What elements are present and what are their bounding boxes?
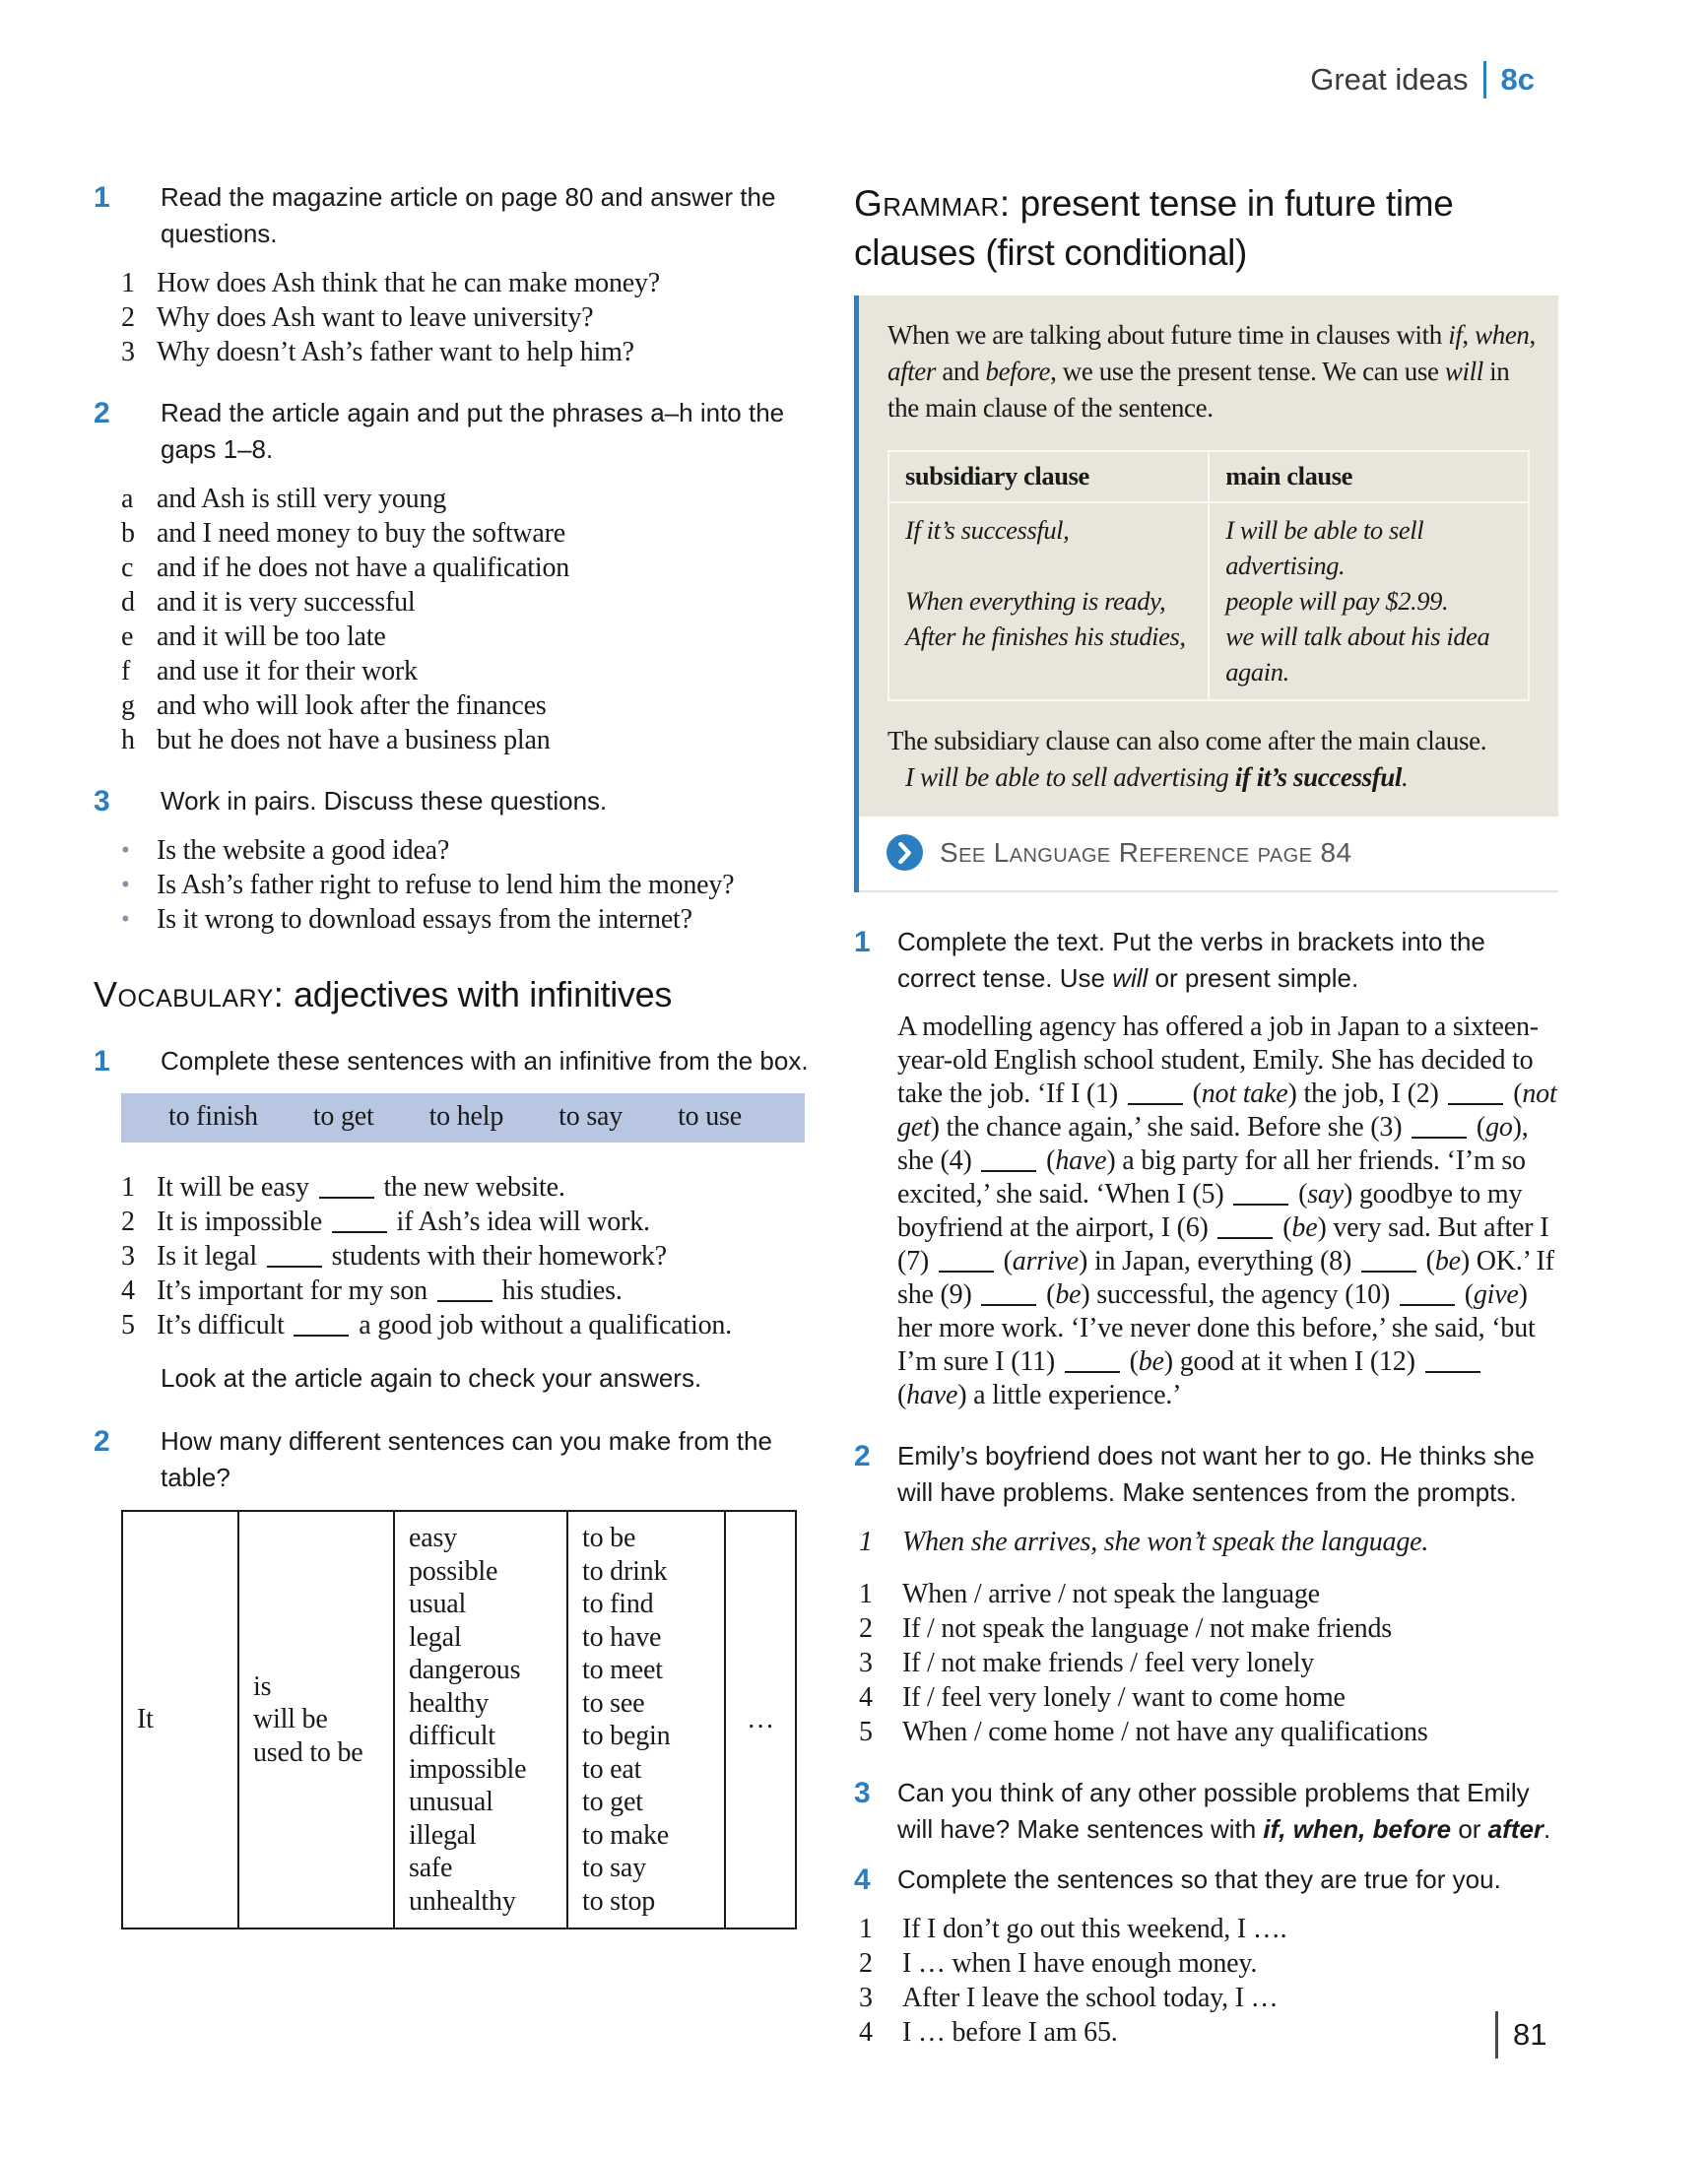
list-item-marker: 5	[859, 1717, 873, 1747]
list-item-marker: 4	[859, 2017, 873, 2048]
list-item-text: and it will be too late	[157, 621, 386, 652]
completion-sentence	[854, 1946, 1558, 1981]
check-answers-note: Look at the article again to check your answers.	[161, 1363, 702, 1393]
list-item-text: It’s difficult a good job without a qualification.	[157, 1310, 732, 1340]
table-infinitives-cell: to be to drink to find to have to meet to see to begin to eat to get to make to say to stop	[567, 1511, 725, 1928]
table-subject-cell: It	[122, 1511, 238, 1928]
list-item-text: but he does not have a business plan	[157, 725, 551, 755]
grammar-example-sentence: I will be able to sell advertising if it’s successful.	[905, 762, 1409, 792]
phrase-item	[94, 482, 809, 516]
discussion-question-list	[94, 833, 809, 937]
list-item-marker: g	[121, 690, 135, 721]
vocabulary-heading-topic: adjectives with infinitives	[284, 974, 673, 1014]
gap-sentence	[94, 1239, 809, 1274]
grammar-exercise-2	[854, 1438, 1558, 1511]
list-item-marker: 1	[859, 1527, 873, 1557]
blank-line	[294, 1317, 349, 1337]
gap-fill-text: A modelling agency has offered a job in Japan to a sixteen-year-old English school student, Emily. She has decided to take the job. ‘If I (1) (not take) the job, I (2) (not get) the chance again,’ she said. Before she (3) (go), she (4) (have) a big party for all her friends. ‘I’m so excited,’ she said. ‘When I (5) (say) goodbye to my boyfriend at the airport, I (6) (be) very sad. But after I (7) (arrive) in Japan, everything (8) (be) OK.’ If she (9) (be) successful, the agency (10) (give) her more work. ‘I’ve never done this before,’ she said, ‘but I’m sure I (11) (be) good at it when I (12) (have) a little experience.’	[897, 1012, 1557, 1410]
main-clause-header: main clause	[1209, 451, 1529, 502]
example-sentence-list	[854, 1525, 1558, 1559]
list-item-marker: 3	[121, 337, 135, 367]
question-item	[94, 300, 809, 335]
list-item-text: and use it for their work	[157, 656, 418, 686]
list-item-marker: b	[121, 518, 135, 549]
phrase-item	[94, 654, 809, 688]
phrase-item	[94, 723, 809, 757]
grammar-note: The subsidiary clause can also come after the main clause.	[887, 726, 1487, 755]
grammar-heading	[854, 179, 1558, 278]
prompt-item	[854, 1715, 1558, 1749]
list-item-marker: 4	[859, 1682, 873, 1713]
blank-line	[1128, 1085, 1183, 1105]
prompt-list	[854, 1577, 1558, 1749]
word-box-item: to use	[678, 1101, 742, 1132]
chevron-right-icon	[887, 834, 923, 871]
list-item-text: After I leave the school today, I …	[902, 1983, 1279, 2013]
prompt-item	[854, 1577, 1558, 1611]
phrase-list	[94, 482, 809, 757]
list-item-text: When / arrive / not speak the language	[902, 1579, 1320, 1609]
question-list	[94, 266, 809, 369]
table-ellipsis-cell: …	[725, 1511, 796, 1928]
unit-code: 8c	[1500, 62, 1535, 97]
exercise-number: 1	[94, 181, 110, 214]
list-item-marker: 2	[121, 302, 135, 333]
exercise-number: 3	[854, 1777, 871, 1809]
exercise-instruction: Work in pairs. Discuss these questions.	[161, 786, 608, 816]
grammar-exercise-3	[854, 1775, 1558, 1848]
grammar-box-container	[854, 295, 1558, 892]
blank-line	[437, 1282, 493, 1302]
grammar-box	[859, 295, 1558, 817]
exercise-instruction: Complete the sentences so that they are true for you.	[897, 1864, 1501, 1894]
list-item-text: I … when I have enough money.	[902, 1948, 1258, 1979]
list-item-text: and I need money to buy the software	[157, 518, 566, 549]
blank-line	[939, 1253, 994, 1273]
list-item-text: If / not make friends / feel very lonely	[902, 1648, 1315, 1678]
vocabulary-heading	[94, 970, 809, 1019]
page-number	[1495, 2011, 1546, 2059]
list-item-text: It’s important for my son his studies.	[157, 1275, 623, 1306]
list-item-marker: •	[121, 872, 130, 898]
list-item-marker: 1	[121, 268, 135, 298]
blank-line	[1448, 1085, 1503, 1105]
exercise-instruction: Read the magazine article on page 80 and answer the questions.	[161, 182, 776, 248]
list-item-text: If / feel very lonely / want to come home	[902, 1682, 1346, 1713]
blank-line	[1065, 1353, 1120, 1373]
list-item-marker: 1	[859, 1914, 873, 1944]
blank-line	[332, 1213, 387, 1233]
left-column	[94, 179, 809, 2050]
list-item-text: Is it wrong to download essays from the internet?	[157, 904, 692, 935]
list-item-marker: 2	[859, 1613, 873, 1644]
list-item-text: and Ash is still very young	[157, 484, 447, 514]
blank-line	[1217, 1219, 1273, 1239]
completion-sentence-list	[854, 1912, 1558, 2050]
lesson-title: Great ideas	[1310, 62, 1469, 97]
list-item-marker: 1	[859, 1579, 873, 1609]
reference-label: See Language Reference page 84	[940, 836, 1352, 868]
discussion-question	[94, 868, 809, 902]
list-item-marker: 5	[121, 1310, 135, 1340]
list-item-text: It will be easy the new website.	[157, 1172, 565, 1203]
completion-sentence	[854, 2015, 1558, 2050]
list-item-marker: 3	[121, 1241, 135, 1272]
list-item-marker: •	[121, 906, 130, 933]
list-item-marker: f	[121, 656, 131, 686]
blank-line	[1412, 1119, 1467, 1139]
list-item-marker: 2	[121, 1207, 135, 1237]
language-reference-link	[859, 817, 1558, 892]
list-item-text: Why does Ash want to leave university?	[157, 302, 594, 333]
exercise-number: 3	[94, 785, 110, 817]
page-header	[1310, 61, 1535, 98]
list-item-marker: 2	[859, 1948, 873, 1979]
gap-sentence	[94, 1170, 809, 1205]
vocab-exercise-2	[94, 1423, 809, 1496]
exercise-instruction: Complete these sentences with an infinitive from the box.	[161, 1046, 809, 1076]
word-box	[121, 1093, 805, 1143]
grammar-rule-text: When we are talking about future time in clauses with if, when, after and before, we use the present tense. We can use will in the main clause of the sentence.	[887, 320, 1536, 423]
word-box-item: to help	[428, 1101, 504, 1132]
blank-line	[981, 1286, 1036, 1306]
table-row	[122, 1511, 796, 1928]
list-item-text: When / come home / not have any qualifications	[902, 1717, 1428, 1747]
phrase-item	[94, 620, 809, 654]
list-item-text: and it is very successful	[157, 587, 416, 618]
list-item-marker: h	[121, 725, 135, 755]
list-item-marker: 3	[859, 1983, 873, 2013]
prompt-item	[854, 1646, 1558, 1680]
list-item-text: Why doesn’t Ash’s father want to help him?	[157, 337, 634, 367]
list-item-marker: •	[121, 837, 130, 864]
blank-line	[267, 1248, 322, 1268]
exercise-instruction: How many different sentences can you make from the table?	[161, 1426, 772, 1492]
list-item-text: When she arrives, she won’t speak the language.	[902, 1527, 1429, 1557]
list-item-marker: 1	[121, 1172, 135, 1203]
list-item-marker: a	[121, 484, 134, 514]
blank-line	[1361, 1253, 1416, 1273]
blank-line	[319, 1179, 374, 1199]
subsidiary-clause-header: subsidiary clause	[888, 451, 1209, 502]
exercise-number: 1	[854, 926, 871, 958]
table-verbs-cell: is will be used to be	[238, 1511, 394, 1928]
exercise-instruction: Emily’s boyfriend does not want her to go. He thinks she will have problems. Make sentences from the prompts.	[897, 1441, 1535, 1507]
example-sentence	[854, 1525, 1558, 1559]
blank-line	[1425, 1353, 1480, 1373]
blank-line	[1400, 1286, 1455, 1306]
completion-sentence	[854, 1981, 1558, 2015]
reading-exercise-1	[94, 179, 809, 252]
clause-table-body-row	[888, 502, 1529, 700]
main-clause-cell: I will be able to sell advertising. people will pay $2.99. we will talk about his idea again.	[1209, 502, 1529, 700]
exercise-number: 4	[854, 1863, 871, 1896]
discussion-question	[94, 833, 809, 868]
table-adjectives-cell: easy possible usual legal dangerous healthy difficult impossible unusual illegal safe unhealthy	[394, 1511, 567, 1928]
gap-sentence-list	[94, 1170, 809, 1342]
list-item-text: Is the website a good idea?	[157, 835, 450, 866]
vocabulary-heading-keyword: Vocabulary:	[94, 974, 285, 1014]
exercise-instruction: Complete the text. Put the verbs in brackets into the correct tense. Use will or present simple.	[897, 927, 1485, 993]
sentence-builder-table	[121, 1510, 797, 1929]
word-box-item: to finish	[168, 1101, 258, 1132]
question-item	[94, 266, 809, 300]
list-item-text: Is it legal students with their homework?	[157, 1241, 667, 1272]
list-item-text: How does Ash think that he can make money?	[157, 268, 661, 298]
exercise-number: 2	[94, 1425, 110, 1458]
list-item-marker: e	[121, 621, 134, 652]
folio-divider	[1495, 2011, 1498, 2059]
subsidiary-clause-cell: If it’s successful, When everything is ready, After he finishes his studies,	[888, 502, 1209, 700]
header-divider	[1483, 61, 1486, 98]
completion-sentence	[854, 1912, 1558, 1946]
list-item-text: It is impossible if Ash’s idea will work.	[157, 1207, 650, 1237]
clause-table-header-row	[888, 451, 1529, 502]
list-item-text: and who will look after the finances	[157, 690, 547, 721]
content-columns	[94, 179, 1558, 2050]
exercise-number: 1	[94, 1045, 110, 1078]
grammar-heading-topic: present tense in future time clauses (first conditional)	[854, 183, 1454, 273]
list-item-text: If / not speak the language / not make friends	[902, 1613, 1392, 1644]
gap-sentence	[94, 1274, 809, 1308]
gap-sentence	[94, 1308, 809, 1342]
prompt-item	[854, 1611, 1558, 1646]
discussion-exercise-3	[94, 783, 809, 819]
list-item-marker: 4	[121, 1275, 135, 1306]
word-box-item: to get	[312, 1101, 374, 1132]
exercise-instruction: Can you think of any other possible problems that Emily will have? Make sentences with if, when, before or after.	[897, 1778, 1551, 1844]
list-item-text: Is Ash’s father right to refuse to lend him the money?	[157, 870, 735, 900]
list-item-marker: d	[121, 587, 135, 618]
list-item-marker: c	[121, 553, 134, 583]
blank-line	[981, 1152, 1036, 1172]
grammar-exercise-4	[854, 1862, 1558, 1898]
blank-line	[1233, 1186, 1288, 1206]
folio-number: 81	[1513, 2017, 1547, 2052]
gap-sentence	[94, 1205, 809, 1239]
phrase-item	[94, 516, 809, 551]
list-item-marker: 3	[859, 1648, 873, 1678]
phrase-item	[94, 585, 809, 620]
grammar-heading-keyword: Grammar:	[854, 183, 1011, 224]
question-item	[94, 335, 809, 369]
list-item-text: If I don’t go out this weekend, I ….	[902, 1914, 1287, 1944]
discussion-question	[94, 902, 809, 937]
phrase-item	[94, 551, 809, 585]
grammar-exercise-1	[854, 924, 1558, 997]
vocab-exercise-1	[94, 1043, 809, 1079]
prompt-item	[854, 1680, 1558, 1715]
exercise-number: 2	[94, 397, 110, 429]
reading-exercise-2	[94, 395, 809, 468]
list-item-text: I … before I am 65.	[902, 2017, 1118, 2048]
exercise-number: 2	[854, 1440, 871, 1472]
right-column	[854, 179, 1558, 2050]
clause-table	[887, 450, 1530, 701]
phrase-item	[94, 688, 809, 723]
word-box-item: to say	[558, 1101, 624, 1132]
list-item-text: and if he does not have a qualification	[157, 553, 570, 583]
exercise-instruction: Read the article again and put the phrases a–h into the gaps 1–8.	[161, 398, 785, 464]
